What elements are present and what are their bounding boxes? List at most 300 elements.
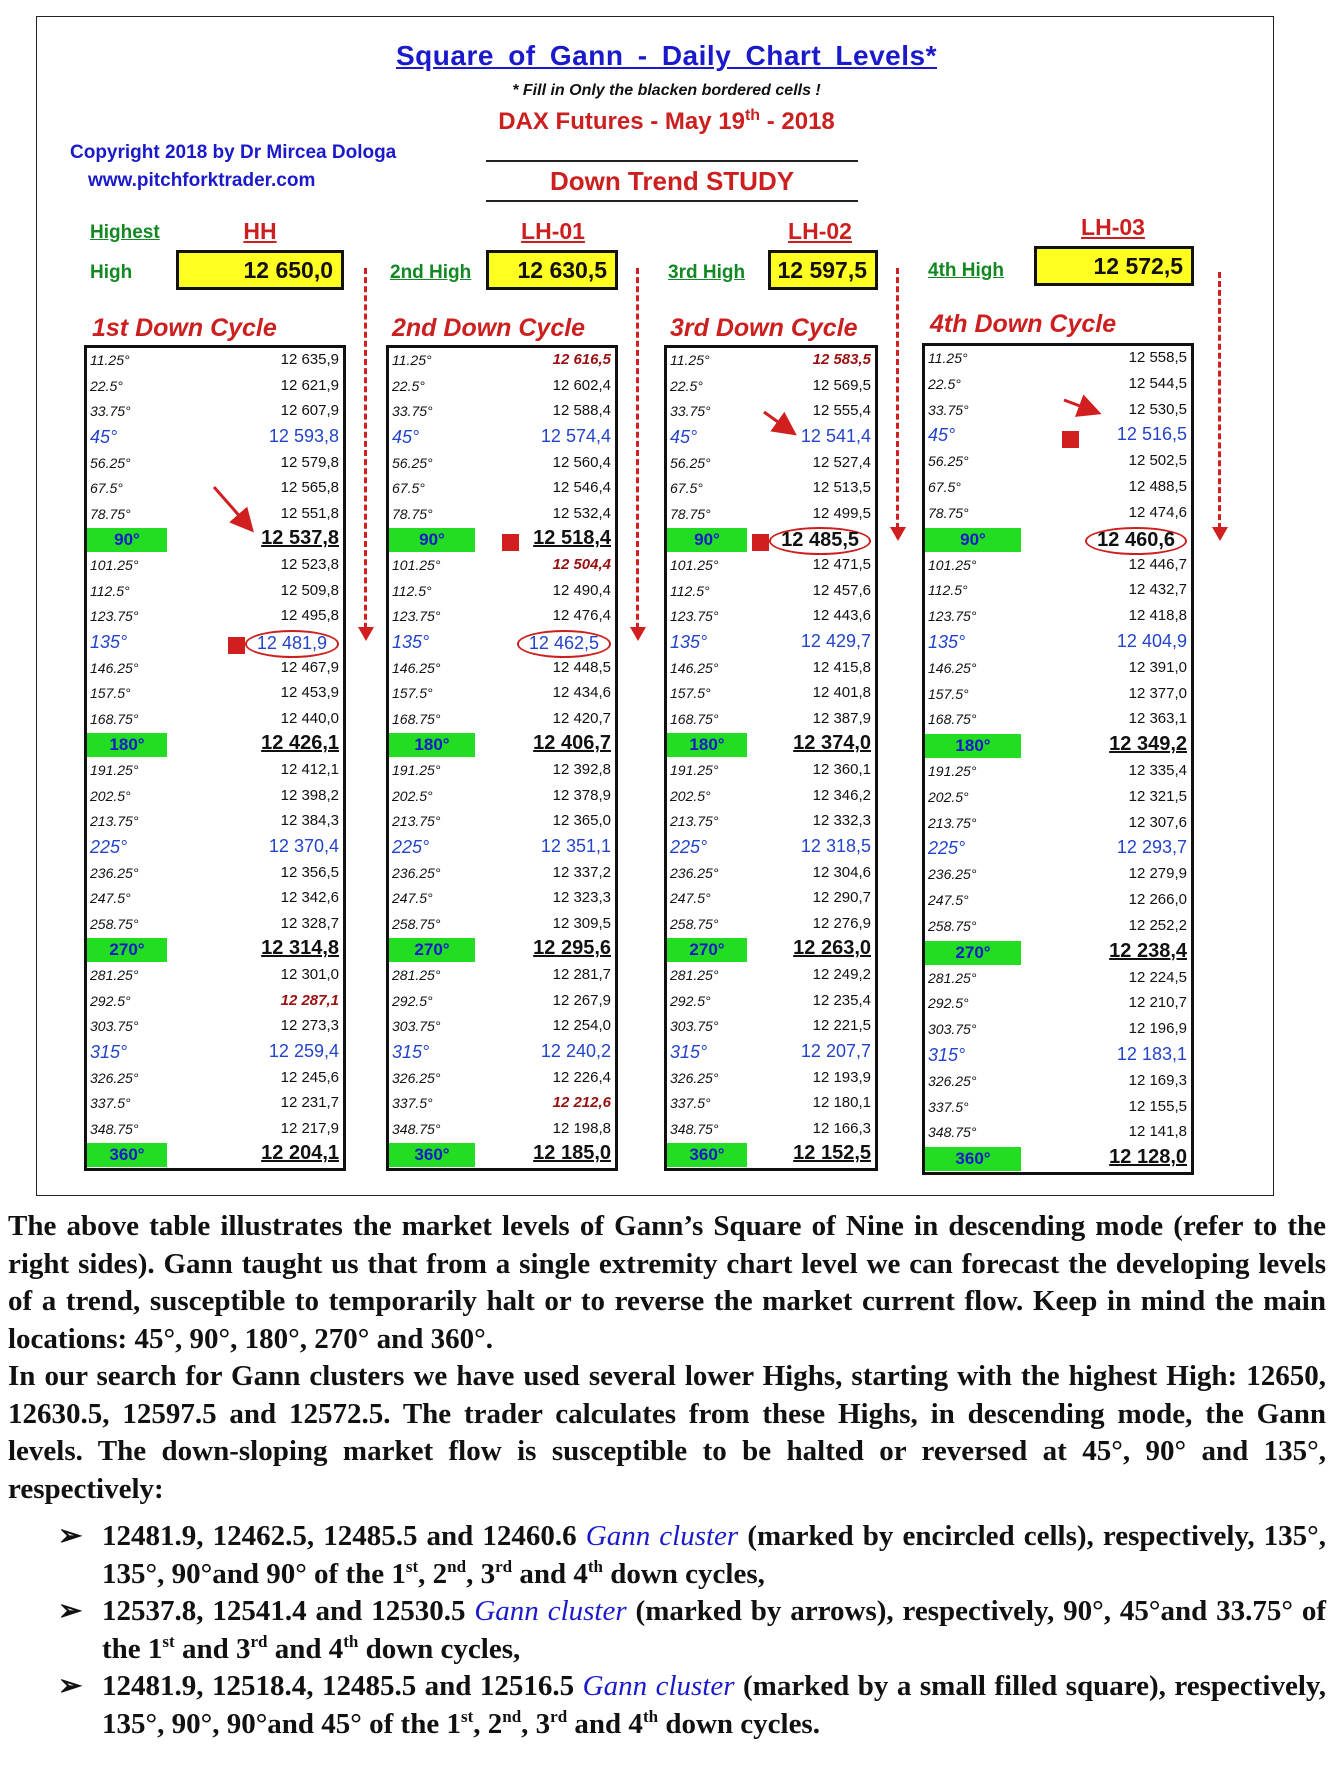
angle-label: 11.25° bbox=[392, 352, 432, 368]
angle-label: 236.25° bbox=[90, 864, 139, 881]
table-row bbox=[925, 449, 1191, 475]
cycle-title: 3rd Down Cycle bbox=[670, 314, 858, 342]
table-row bbox=[87, 1040, 343, 1066]
level-value: 12 453,9 bbox=[280, 684, 339, 702]
level-value: 12 509,8 bbox=[280, 581, 339, 599]
bullet-values: 12481.9, 12462.5, 12485.5 and 12460.6 bbox=[102, 1520, 577, 1552]
sep: and 4 bbox=[512, 1557, 588, 1590]
angle-label: 258.75° bbox=[392, 915, 441, 932]
table-row bbox=[389, 835, 615, 861]
angle-cardinal-label: 180° bbox=[389, 733, 475, 757]
table-row bbox=[667, 1117, 875, 1143]
level-value: 12 210,7 bbox=[1128, 994, 1187, 1012]
angle-label: 315° bbox=[90, 1041, 128, 1062]
ordinal: rd bbox=[250, 1631, 268, 1651]
table-row bbox=[925, 888, 1191, 914]
market-prefix: DAX Futures - May 19 bbox=[498, 108, 745, 135]
table-row bbox=[87, 348, 343, 374]
level-value: 12 476,4 bbox=[552, 607, 611, 625]
angle-label: 56.25° bbox=[90, 454, 131, 471]
angle-label: 292.5° bbox=[392, 992, 433, 1009]
level-value: 12 495,8 bbox=[280, 607, 339, 625]
angle-label: 45° bbox=[670, 426, 698, 447]
level-value: 12 293,7 bbox=[1116, 837, 1187, 858]
angle-label: 326.25° bbox=[670, 1069, 719, 1086]
down-trend-arrow bbox=[1218, 272, 1221, 538]
cluster-square bbox=[1062, 431, 1079, 448]
table-row bbox=[667, 912, 875, 938]
level-value: 12 238,4 bbox=[1109, 939, 1187, 962]
level-value: 12 169,3 bbox=[1128, 1071, 1187, 1089]
angle-label: 202.5° bbox=[670, 787, 711, 804]
down-trend-arrow bbox=[896, 268, 899, 538]
table-row bbox=[87, 553, 343, 579]
cluster-square bbox=[228, 637, 245, 654]
angle-label: 67.5° bbox=[392, 480, 425, 497]
table-row bbox=[389, 681, 615, 707]
level-value: 12 551,8 bbox=[280, 504, 339, 522]
table-row bbox=[87, 604, 343, 630]
table-row bbox=[389, 707, 615, 733]
angle-label: 56.25° bbox=[670, 454, 711, 471]
table-row bbox=[667, 527, 875, 553]
fourth-high-label: 4th High bbox=[928, 260, 1004, 281]
angle-cardinal-label: 270° bbox=[389, 938, 475, 962]
level-value: 12 530,5 bbox=[1128, 400, 1187, 418]
table-row bbox=[87, 1142, 343, 1168]
table-row bbox=[667, 451, 875, 477]
table-row bbox=[389, 937, 615, 963]
angle-label: 157.5° bbox=[90, 685, 131, 702]
angle-label: 236.25° bbox=[392, 864, 441, 881]
level-value: 12 579,8 bbox=[280, 453, 339, 471]
table-row bbox=[925, 914, 1191, 940]
level-value: 12 332,3 bbox=[812, 812, 871, 830]
level-value: 12 349,2 bbox=[1109, 733, 1187, 756]
ordinal: nd bbox=[447, 1556, 467, 1576]
cluster-square bbox=[502, 534, 519, 551]
table-row bbox=[87, 886, 343, 912]
table-row bbox=[389, 784, 615, 810]
level-value: 12 434,6 bbox=[552, 684, 611, 702]
list-item bbox=[8, 1518, 1326, 1593]
paragraph: The above table illustrates the market levels of Gann’s Square of Nine in descending mode (refer to the right sides). Gann taught us that from a single extremity chart level we can forecast the developing levels of a trend, susceptible to temporarily halt or to reverse the market current flow. Keep in mind the main locations: 45°, 90°, 180°, 270° and 360°. bbox=[8, 1210, 1326, 1355]
list-item bbox=[8, 1593, 1326, 1668]
angle-label: 247.5° bbox=[90, 890, 131, 907]
level-value: 12 504,4 bbox=[552, 556, 611, 573]
angle-cardinal-label: 90° bbox=[389, 528, 475, 552]
bullet-values: 12481.9, 12518.4, 12485.5 and 12516.5 bbox=[102, 1670, 575, 1702]
sep: down cycles, bbox=[358, 1632, 521, 1665]
level-value: 12 418,8 bbox=[1128, 607, 1187, 625]
angle-label: 146.25° bbox=[90, 659, 139, 676]
table-row bbox=[667, 374, 875, 400]
angle-label: 101.25° bbox=[392, 557, 441, 573]
angle-label: 315° bbox=[928, 1044, 966, 1065]
table-row bbox=[667, 707, 875, 733]
table-row bbox=[87, 425, 343, 451]
angle-label: 123.75° bbox=[90, 608, 139, 625]
level-value: 12 221,5 bbox=[812, 1017, 871, 1035]
cycle-code: LH-03 bbox=[1081, 214, 1145, 240]
third-high-label: 3rd High bbox=[668, 262, 746, 283]
angle-label: 213.75° bbox=[670, 813, 719, 830]
table-row bbox=[667, 656, 875, 682]
angle-label: 281.25° bbox=[928, 969, 977, 986]
bullet-arrow-icon: ➢ bbox=[58, 1670, 83, 1702]
angle-label: 337.5° bbox=[90, 1095, 131, 1112]
sep: and 3 bbox=[174, 1632, 251, 1665]
table-row bbox=[667, 937, 875, 963]
table-row bbox=[667, 861, 875, 887]
level-value: 12 602,4 bbox=[552, 376, 611, 394]
level-value: 12 391,0 bbox=[1128, 658, 1187, 676]
table-row bbox=[389, 451, 615, 477]
angle-label: 202.5° bbox=[90, 787, 131, 804]
ordinal: rd bbox=[495, 1556, 513, 1576]
table-row bbox=[87, 1014, 343, 1040]
angle-label: 135° bbox=[670, 631, 708, 652]
table-row bbox=[667, 1142, 875, 1168]
angle-label: 247.5° bbox=[392, 890, 433, 907]
table-row bbox=[389, 1142, 615, 1168]
level-value: 12 166,3 bbox=[812, 1119, 871, 1137]
table-row bbox=[925, 372, 1191, 398]
angle-label: 146.25° bbox=[928, 659, 977, 676]
level-value: 12 377,0 bbox=[1128, 684, 1187, 702]
angle-label: 123.75° bbox=[928, 608, 977, 625]
level-value: 12 546,4 bbox=[552, 479, 611, 497]
level-value: 12 351,1 bbox=[540, 835, 611, 856]
table-row bbox=[925, 811, 1191, 837]
level-value: 12 295,6 bbox=[533, 937, 611, 960]
sep: down cycles. bbox=[658, 1707, 820, 1740]
angle-label: 168.75° bbox=[670, 710, 719, 727]
bullet-text: (marked by arrows), respectively, 90°, 45°and 33.75° of the 1 bbox=[102, 1595, 1327, 1665]
angle-label: 191.25° bbox=[392, 762, 441, 778]
angle-label: 337.5° bbox=[392, 1095, 433, 1112]
page-title: Square of Gann - Daily Chart Levels* bbox=[395, 40, 938, 71]
level-value: 12 273,3 bbox=[280, 1017, 339, 1035]
level-value: 12 406,7 bbox=[533, 732, 611, 755]
table-row bbox=[667, 835, 875, 861]
level-value: 12 360,1 bbox=[812, 761, 871, 778]
high-value-cell[interactable]: 12 650,0 bbox=[176, 250, 344, 290]
level-value: 12 370,4 bbox=[268, 835, 339, 856]
angle-cardinal-label: 90° bbox=[925, 528, 1021, 552]
angle-label: 45° bbox=[90, 426, 118, 447]
level-value: 12 565,8 bbox=[280, 479, 339, 497]
level-value: 12 527,4 bbox=[812, 453, 871, 471]
table-row bbox=[87, 732, 343, 758]
level-value: 12 363,1 bbox=[1128, 710, 1187, 728]
high-label: High bbox=[90, 262, 133, 283]
level-value: 12 279,9 bbox=[1128, 865, 1187, 883]
angle-label: 78.75° bbox=[90, 505, 131, 522]
table-row bbox=[667, 1066, 875, 1092]
table-row bbox=[87, 809, 343, 835]
angle-label: 101.25° bbox=[670, 557, 719, 573]
level-value: 12 401,8 bbox=[812, 684, 871, 702]
ordinal: st bbox=[460, 1706, 474, 1726]
website-link[interactable]: www.pitchforktrader.com bbox=[88, 170, 316, 191]
level-value: 12 616,5 bbox=[552, 351, 611, 368]
level-value: 12 412,1 bbox=[280, 761, 339, 778]
level-value: 12 281,7 bbox=[552, 966, 611, 983]
table-row bbox=[925, 966, 1191, 992]
angle-label: 33.75° bbox=[90, 403, 131, 420]
table-row bbox=[389, 809, 615, 835]
table-row bbox=[389, 1066, 615, 1092]
angle-label: 236.25° bbox=[670, 864, 719, 881]
level-value: 12 365,0 bbox=[552, 812, 611, 830]
cycle-table bbox=[664, 345, 878, 1171]
angle-cardinal-label: 360° bbox=[667, 1143, 747, 1167]
angle-label: 112.5° bbox=[90, 582, 130, 599]
angle-label: 168.75° bbox=[928, 711, 977, 728]
table-row bbox=[389, 732, 615, 758]
table-row bbox=[87, 707, 343, 733]
table-row bbox=[667, 963, 875, 989]
ordinal: th bbox=[587, 1556, 603, 1576]
ordinal: th bbox=[642, 1706, 659, 1726]
table-row bbox=[925, 475, 1191, 501]
level-value: 12 259,4 bbox=[268, 1040, 339, 1061]
angle-label: 33.75° bbox=[392, 403, 433, 420]
angle-label: 78.75° bbox=[392, 505, 433, 522]
angle-label: 22.5° bbox=[670, 377, 703, 394]
angle-cardinal-label: 270° bbox=[925, 941, 1021, 965]
table-row bbox=[389, 886, 615, 912]
level-value: 12 378,9 bbox=[552, 786, 611, 804]
table-row bbox=[925, 1120, 1191, 1146]
table-row bbox=[667, 399, 875, 425]
table-row bbox=[389, 1117, 615, 1143]
table-row bbox=[667, 758, 875, 784]
cycle-title: 4th Down Cycle bbox=[930, 310, 1117, 338]
angle-label: 202.5° bbox=[928, 788, 969, 805]
angle-label: 146.25° bbox=[670, 659, 719, 676]
sep: , 2 bbox=[473, 1707, 503, 1740]
table-row bbox=[87, 1066, 343, 1092]
market-sup: th bbox=[744, 107, 761, 124]
level-value: 12 569,5 bbox=[812, 376, 871, 394]
table-row bbox=[87, 579, 343, 605]
sep: , 2 bbox=[418, 1557, 448, 1590]
table-row bbox=[925, 836, 1191, 862]
second-high-label: 2nd High bbox=[390, 262, 472, 283]
level-value: 12 513,5 bbox=[812, 479, 871, 497]
level-value: 12 321,5 bbox=[1128, 787, 1187, 805]
table-row bbox=[87, 399, 343, 425]
level-value: 12 235,4 bbox=[812, 991, 871, 1009]
angle-label: 348.75° bbox=[392, 1120, 441, 1137]
table-row bbox=[925, 862, 1191, 888]
angle-label: 33.75° bbox=[670, 403, 711, 420]
table-row bbox=[925, 1069, 1191, 1095]
table-row bbox=[389, 861, 615, 887]
level-value: 12 518,4 bbox=[533, 527, 611, 550]
angle-label: 135° bbox=[90, 631, 128, 652]
angle-label: 191.25° bbox=[670, 762, 719, 778]
level-value: 12 462,5 bbox=[517, 630, 611, 658]
high-value-cell[interactable]: 12 630,5 bbox=[486, 250, 618, 290]
angle-label: 303.75° bbox=[392, 1018, 441, 1035]
ordinal: th bbox=[343, 1631, 359, 1651]
table-row bbox=[925, 578, 1191, 604]
level-value: 12 502,5 bbox=[1128, 452, 1187, 470]
cycle-title: 2nd Down Cycle bbox=[392, 314, 586, 342]
angle-label: 292.5° bbox=[90, 992, 131, 1009]
bullet-text: (marked by encircled cells), respectively, 135°, 135°, 90°and 90° of the 1 bbox=[102, 1520, 1327, 1590]
angle-label: 281.25° bbox=[90, 967, 139, 983]
table-row bbox=[925, 733, 1191, 759]
level-value: 12 335,4 bbox=[1128, 762, 1187, 779]
table-row bbox=[389, 1091, 615, 1117]
angle-label: 146.25° bbox=[392, 659, 441, 676]
angle-label: 303.75° bbox=[670, 1018, 719, 1035]
bullet-values: 12537.8, 12541.4 and 12530.5 bbox=[102, 1595, 466, 1627]
level-value: 12 558,5 bbox=[1128, 349, 1187, 366]
table-row bbox=[925, 785, 1191, 811]
angle-label: 315° bbox=[392, 1041, 430, 1062]
angle-label: 67.5° bbox=[90, 480, 123, 497]
table-row bbox=[87, 527, 343, 553]
level-value: 12 152,5 bbox=[793, 1142, 871, 1165]
cycle-code: LH-01 bbox=[521, 218, 585, 244]
level-value: 12 460,6 bbox=[1085, 527, 1187, 555]
angle-label: 112.5° bbox=[928, 582, 968, 599]
table-row bbox=[87, 374, 343, 400]
table-row bbox=[389, 348, 615, 374]
level-value: 12 304,6 bbox=[812, 863, 871, 881]
table-row bbox=[87, 656, 343, 682]
angle-label: 45° bbox=[928, 425, 956, 446]
level-value: 12 180,1 bbox=[812, 1094, 871, 1112]
level-value: 12 485,5 bbox=[769, 527, 871, 555]
angle-label: 67.5° bbox=[670, 480, 703, 497]
angle-cardinal-label: 180° bbox=[925, 734, 1021, 758]
angle-label: 202.5° bbox=[392, 787, 433, 804]
table-row bbox=[87, 681, 343, 707]
level-value: 12 342,6 bbox=[280, 889, 339, 907]
level-value: 12 621,9 bbox=[280, 376, 339, 394]
angle-label: 225° bbox=[670, 836, 708, 857]
angle-cardinal-label: 360° bbox=[87, 1143, 167, 1167]
table-row bbox=[667, 1040, 875, 1066]
table-row bbox=[87, 861, 343, 887]
level-value: 12 374,0 bbox=[793, 732, 871, 755]
level-value: 12 471,5 bbox=[812, 556, 871, 573]
table-row bbox=[389, 963, 615, 989]
level-value: 12 198,8 bbox=[552, 1119, 611, 1137]
angle-label: 225° bbox=[928, 838, 966, 859]
high-value-cell[interactable]: 12 597,5 bbox=[768, 250, 878, 290]
sep: , 3 bbox=[521, 1707, 551, 1740]
table-row bbox=[87, 1091, 343, 1117]
table-row bbox=[667, 553, 875, 579]
ordinal: rd bbox=[550, 1706, 568, 1726]
table-row bbox=[667, 502, 875, 528]
level-value: 12 532,4 bbox=[552, 504, 611, 522]
table-row bbox=[667, 784, 875, 810]
high-value-cell[interactable]: 12 572,5 bbox=[1034, 246, 1194, 286]
table-row bbox=[925, 1095, 1191, 1121]
angle-label: 348.75° bbox=[670, 1120, 719, 1137]
level-value: 12 128,0 bbox=[1109, 1146, 1187, 1169]
angle-label: 258.75° bbox=[928, 917, 977, 934]
cycle-code: LH-02 bbox=[788, 218, 852, 244]
angle-label: 292.5° bbox=[928, 995, 969, 1012]
angle-label: 135° bbox=[928, 631, 966, 652]
angle-label: 56.25° bbox=[392, 454, 433, 471]
level-value: 12 432,7 bbox=[1128, 581, 1187, 599]
explanation-text bbox=[8, 1208, 1326, 1743]
angle-label: 11.25° bbox=[90, 352, 130, 368]
angle-label: 67.5° bbox=[928, 479, 961, 496]
table-row bbox=[667, 886, 875, 912]
cycle-title: 1st Down Cycle bbox=[92, 314, 277, 342]
level-value: 12 252,2 bbox=[1128, 916, 1187, 934]
level-value: 12 240,2 bbox=[540, 1040, 611, 1061]
ordinal: nd bbox=[502, 1706, 522, 1726]
angle-label: 236.25° bbox=[928, 866, 977, 883]
table-row bbox=[925, 501, 1191, 527]
angle-label: 292.5° bbox=[670, 992, 711, 1009]
level-value: 12 301,0 bbox=[280, 966, 339, 983]
table-row bbox=[667, 425, 875, 451]
level-value: 12 574,4 bbox=[540, 425, 611, 446]
cycle-table bbox=[386, 345, 618, 1171]
level-value: 12 426,1 bbox=[261, 732, 339, 755]
level-value: 12 217,9 bbox=[280, 1119, 339, 1137]
table-row bbox=[925, 682, 1191, 708]
sep: down cycles, bbox=[602, 1557, 765, 1590]
angle-label: 225° bbox=[392, 836, 430, 857]
table-row bbox=[87, 937, 343, 963]
table-row bbox=[389, 1014, 615, 1040]
table-row bbox=[87, 835, 343, 861]
level-value: 12 387,9 bbox=[812, 709, 871, 727]
angle-label: 337.5° bbox=[928, 1098, 969, 1115]
level-value: 12 193,9 bbox=[812, 1068, 871, 1086]
angle-label: 123.75° bbox=[670, 608, 719, 625]
down-trend-arrow bbox=[636, 268, 639, 638]
level-value: 12 446,7 bbox=[1128, 555, 1187, 573]
level-value: 12 276,9 bbox=[812, 914, 871, 932]
level-value: 12 429,7 bbox=[800, 630, 871, 651]
table-row bbox=[389, 656, 615, 682]
level-value: 12 457,6 bbox=[812, 581, 871, 599]
cycle-table bbox=[922, 343, 1194, 1175]
bullet-arrow-icon: ➢ bbox=[58, 1520, 83, 1552]
angle-label: 11.25° bbox=[928, 350, 968, 366]
angle-cardinal-label: 90° bbox=[87, 528, 167, 552]
table-row bbox=[925, 656, 1191, 682]
angle-cardinal-label: 360° bbox=[389, 1143, 475, 1167]
table-row bbox=[925, 1146, 1191, 1172]
table-row bbox=[87, 963, 343, 989]
angle-label: 225° bbox=[90, 836, 128, 857]
angle-label: 112.5° bbox=[670, 582, 710, 599]
level-value: 12 346,2 bbox=[812, 786, 871, 804]
angle-label: 213.75° bbox=[928, 814, 977, 831]
level-value: 12 183,1 bbox=[1116, 1043, 1187, 1064]
level-value: 12 415,8 bbox=[812, 658, 871, 676]
level-value: 12 318,5 bbox=[800, 835, 871, 856]
angle-label: 22.5° bbox=[928, 375, 961, 392]
level-value: 12 607,9 bbox=[280, 402, 339, 420]
